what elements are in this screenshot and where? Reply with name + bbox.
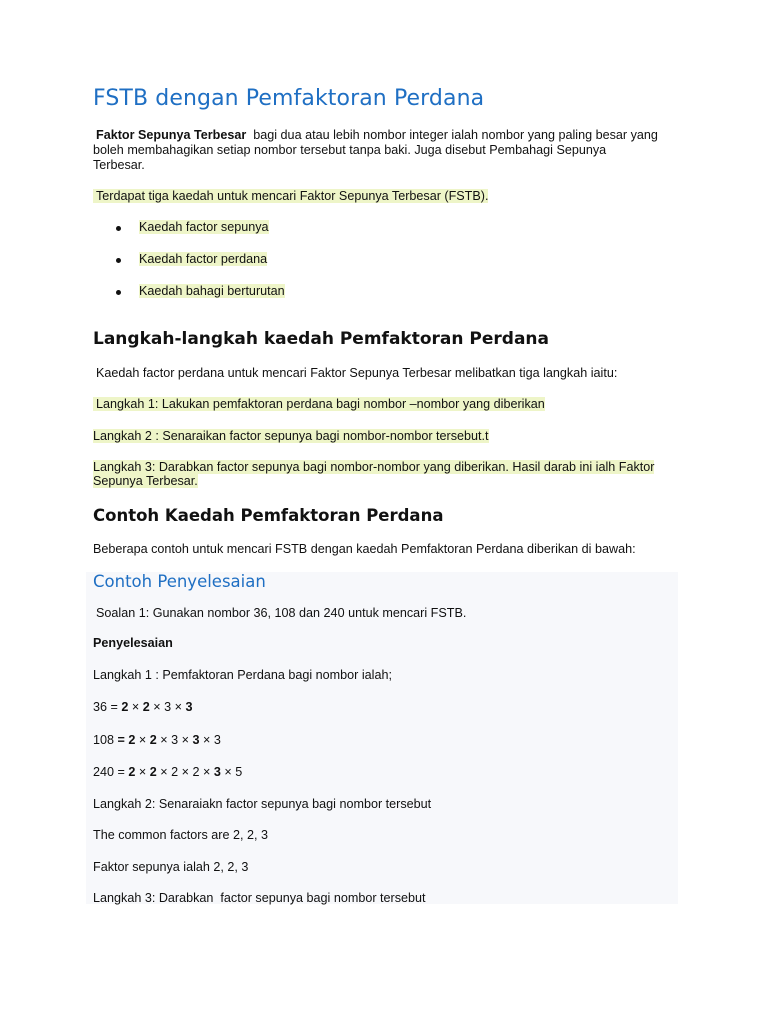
intro-line2: boleh membahagikan setiap nombor tersebut tanpa baki. Juga disebut Pembahagi Sepunya <box>93 143 607 157</box>
step-3-line2: Sepunya Terbesar. <box>93 474 198 488</box>
page-title: FSTB dengan Pemfaktoran Perdana <box>93 86 485 111</box>
steps-heading: Langkah-langkah kaedah Pemfaktoran Perdana <box>93 329 549 349</box>
step-3 <box>93 460 654 475</box>
method-3: Kaedah bahagi berturutan <box>139 284 285 298</box>
eq240-factor: 2 <box>149 765 157 779</box>
eq240-factor: 2 <box>128 765 136 779</box>
equation-240 <box>93 765 242 780</box>
bullet-icon <box>116 258 121 263</box>
intro-paragraph <box>96 128 696 143</box>
intro-line1: bagi dua atau lebih nombor integer ialah nombor yang paling besar yang <box>246 128 658 142</box>
common-factors-ms: Faktor sepunya ialah 2, 2, 3 <box>93 860 249 874</box>
intro-term: Faktor Sepunya Terbesar <box>96 128 247 142</box>
eq36-op: × 3 × <box>149 700 186 714</box>
example-heading: Contoh Kaedah Pemfaktoran Perdana <box>93 506 444 525</box>
eq108-lhs: 108 <box>93 733 118 747</box>
solution-step-3: Langkah 3: Darabkan factor sepunya bagi nombor tersebut <box>93 891 426 905</box>
eq36-factor: 2 <box>142 700 150 714</box>
eq36-op: × <box>128 700 143 714</box>
methods-intro-text: Terdapat tiga kaedah untuk mencari Faktor Sepunya Terbesar (FSTB). <box>93 189 488 203</box>
eq108-equals: = <box>117 733 125 747</box>
eq240-op: × 2 × 2 × <box>156 765 214 779</box>
solution-label: Penyelesaian <box>93 636 173 650</box>
eq108-factor: 3 <box>192 733 200 747</box>
bullet-icon <box>116 226 121 231</box>
step-2 <box>93 429 489 444</box>
eq240-lhs: 240 = <box>93 765 129 779</box>
step-3-cont <box>93 474 198 489</box>
method-1: Kaedah factor sepunya <box>139 220 269 234</box>
eq240-op: × <box>135 765 150 779</box>
eq108-op: × 3 × <box>156 733 193 747</box>
equation-36 <box>93 700 193 715</box>
step-1-text: Langkah 1: Lakukan pemfaktoran perdana bagi nombor –nombor yang diberikan <box>93 397 545 411</box>
method-2: Kaedah factor perdana <box>139 252 268 266</box>
step-1 <box>93 397 545 412</box>
eq36-lhs: 36 = <box>93 700 122 714</box>
common-factors-en: The common factors are 2, 2, 3 <box>93 828 268 842</box>
eq108-op: × <box>135 733 150 747</box>
list-item <box>139 284 285 299</box>
step-3-line1: Langkah 3: Darabkan factor sepunya bagi nombor-nombor yang diberikan. Hasil darab ini ialh Faktor <box>93 460 655 474</box>
step-2-text: Langkah 2 : Senaraikan factor sepunya bagi nombor-nombor tersebut.t <box>93 429 489 443</box>
list-item <box>139 252 267 267</box>
eq240-op: × 5 <box>220 765 243 779</box>
solution-step-2: Langkah 2: Senaraiakn factor sepunya bagi nombor tersebut <box>93 797 432 811</box>
list-item <box>139 220 269 235</box>
eq108-factor: 2 <box>149 733 157 747</box>
steps-intro: Kaedah factor perdana untuk mencari Faktor Sepunya Terbesar melibatkan tiga langkah iaitu: <box>96 366 618 380</box>
example-intro: Beberapa contoh untuk mencari FSTB dengan kaedah Pemfaktoran Perdana diberikan di bawah: <box>93 542 636 556</box>
intro-line3: Terbesar. <box>93 158 145 172</box>
solution-step-1: Langkah 1 : Pemfaktoran Perdana bagi nombor ialah; <box>93 668 392 682</box>
methods-intro <box>93 189 488 204</box>
eq36-factor: 2 <box>121 700 129 714</box>
eq108-factor: 2 <box>128 733 136 747</box>
bullet-icon <box>116 290 121 295</box>
eq36-factor: 3 <box>185 700 193 714</box>
eq240-factor: 3 <box>213 765 221 779</box>
equation-108 <box>93 733 221 748</box>
question-text: Soalan 1: Gunakan nombor 36, 108 dan 240 untuk mencari FSTB. <box>96 606 467 620</box>
eq108-op: × 3 <box>199 733 221 747</box>
solution-heading: Contoh Penyelesaian <box>93 572 266 591</box>
